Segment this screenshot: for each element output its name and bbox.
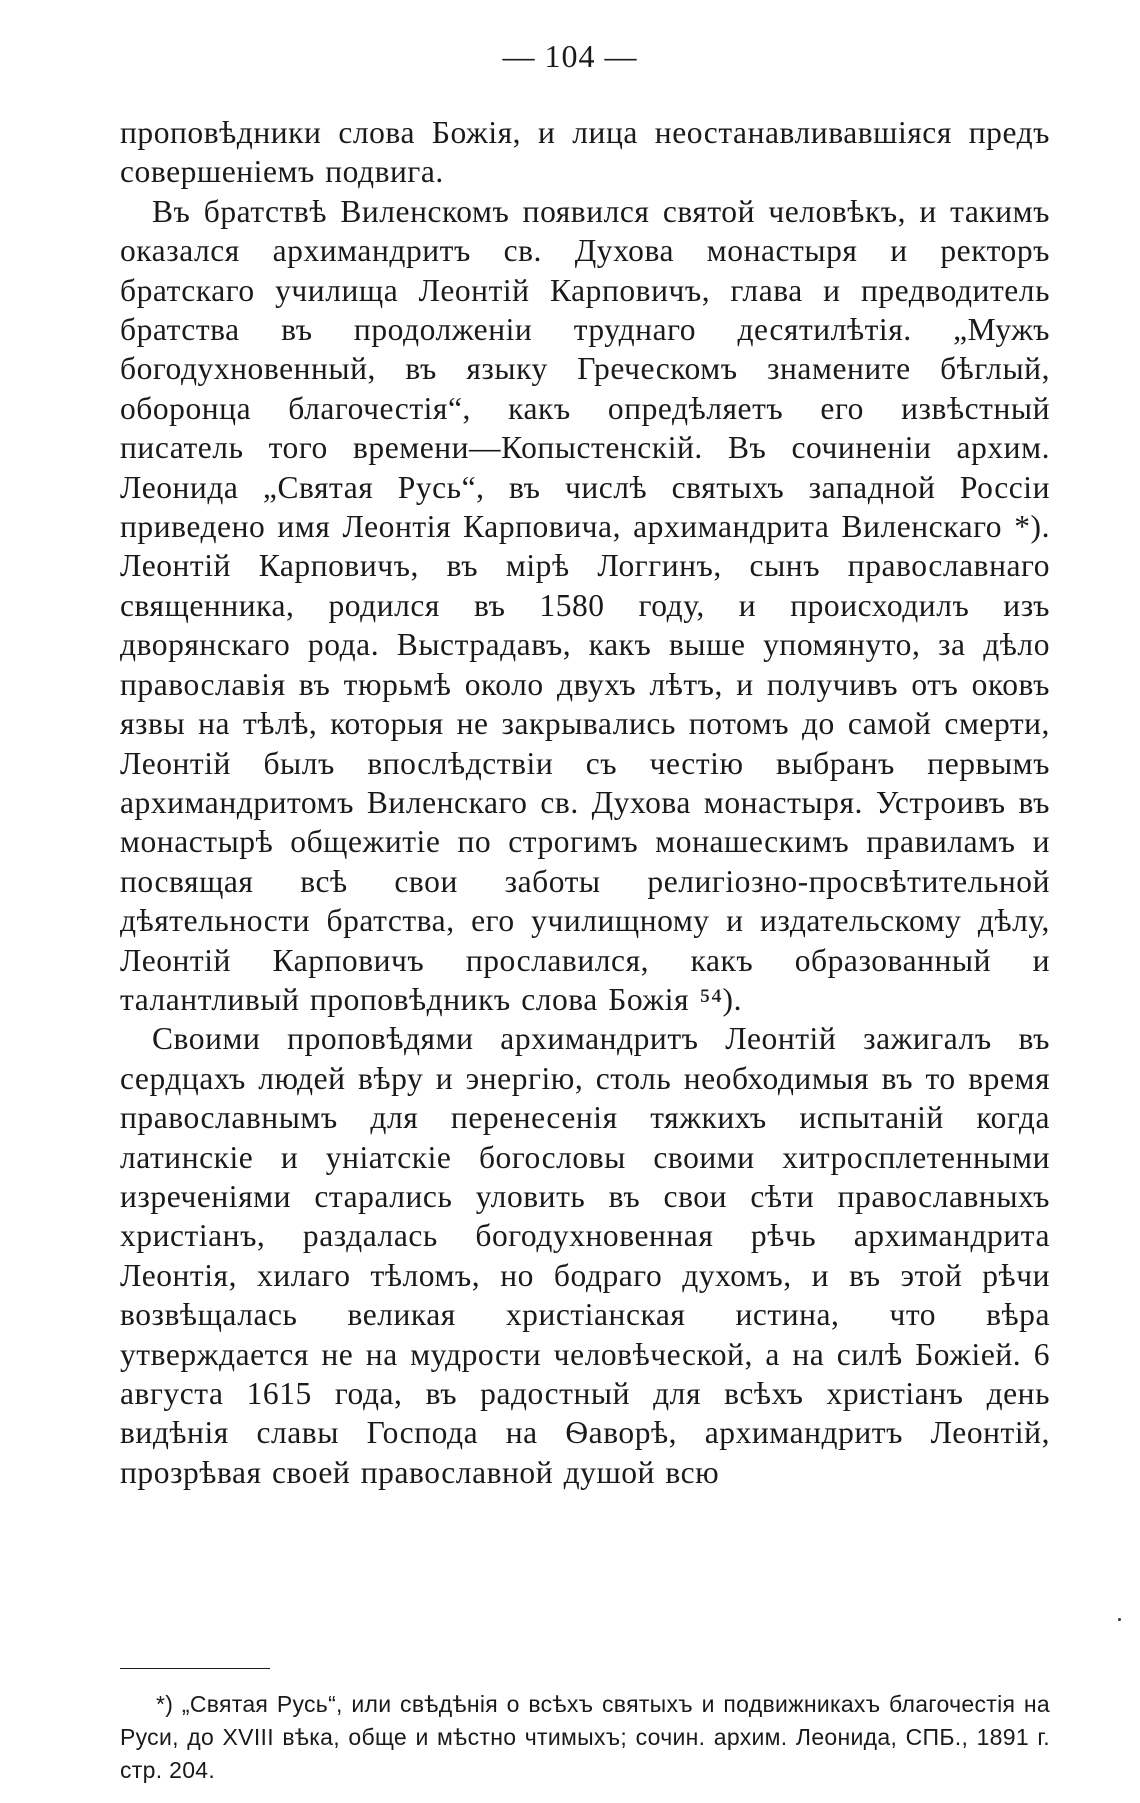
paragraph-2: Въ братствѣ Виленскомъ появился святой человѣкъ, и такимъ оказался архимандритъ св. Духова монастыря и ректоръ братскаго училища Леонтій Карповичъ, глава и предводитель братства въ продолженіи труднаго десятилѣтія. „Мужъ богодухновенный, въ языку Греческомъ знамените бѣглый, оборонца благочестія“, какъ опредѣляетъ его извѣстный писатель того времени—Копыстенскій. Въ сочиненіи архим. Леонида „Святая Русь“, въ числѣ святыхъ западной Россіи приведено имя Леонтія Карповича, архимандрита Виленскаго *). Леонтій Карповичъ, въ мірѣ Логгинъ, сынъ православнаго священника, родился въ 1580 году, и происходилъ изъ дворянскаго рода. Выстрадавъ, какъ выше упомянуто, за дѣло православія въ тюрьмѣ около двухъ лѣтъ, и получивъ отъ оковъ язвы на тѣлѣ, которыя не закрывались потомъ до самой смерти, Леонтій былъ впослѣдствіи съ честію выбранъ первымъ архимандритомъ Виленскаго св. Духова монастыря. Устроивъ въ монастырѣ общежитіе по строгимъ монашескимъ правиламъ и посвящая всѣ свои заботы религіозно-просвѣтительной дѣятельности братства, его училищному и издательскому дѣлу, Леонтій Карповичъ прославился, какъ образованный и талантливый проповѣдникъ слова Божія ⁵⁴). [120,193,1050,1017]
margin-speck [1118,1618,1121,1621]
footnote [120,1688,1050,1787]
page-number: — 104 — [502,38,638,74]
footnote-text: *) „Святая Русь“, или свѣдѣнія о всѣхъ святыхъ и подвижникахъ благочестія на Руси, до XVIII вѣка, обще и мѣстно чтимыхъ; сочин. архим. Леонида, СПБ., 1891 г. стр. 204. [120,1691,1050,1783]
footnote-divider [120,1668,270,1669]
main-text [120,113,1050,1492]
paragraph-3: Своими проповѣдями архимандритъ Леонтій зажигалъ въ сердцахъ людей вѣру и энергію, столь необходимыя въ то время православнымъ для перенесенія тяжкихъ испытаній когда латинскіе и уніатскіе богословы своими хитросплетенными изреченіями старались уловить въ свои сѣти православныхъ христіанъ, раздалась богодухновенная рѣчь архимандрита Леонтія, хилаго тѣломъ, но бодраго духомъ, и въ этой рѣчи возвѣщалась великая христіанская истина, что вѣра утверждается не на мудрости человѣческой, а на силѣ Божіей. 6 августа 1615 года, въ радостный для всѣхъ христіанъ день видѣнія славы Господа на Ѳаворѣ, архимандритъ Леонтій, прозрѣвая своей православной душой всю [120,1021,1050,1490]
paragraph-1: проповѣдники слова Божія, и лица неостанавливавшіяся предъ совершеніемъ подвига. [120,115,1050,190]
